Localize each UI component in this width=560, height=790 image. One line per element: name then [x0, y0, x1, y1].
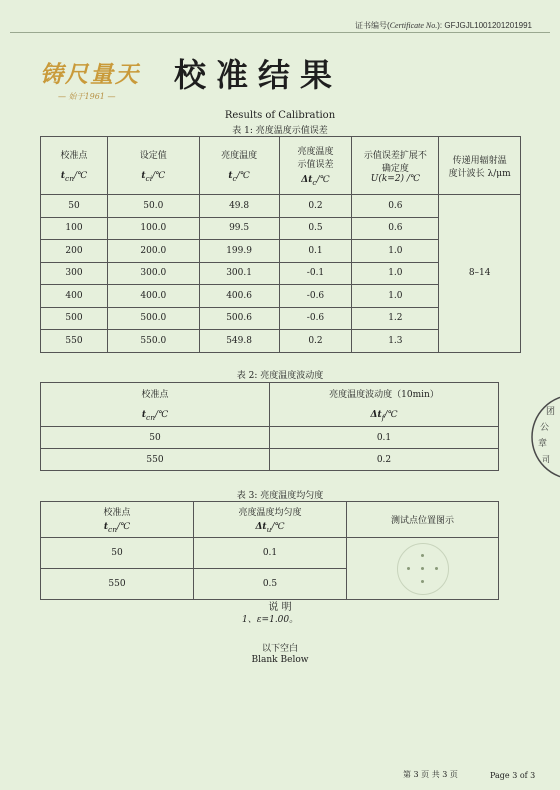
test-point-diagram — [347, 538, 499, 600]
header-divider — [10, 32, 550, 33]
cell-brightness-temp: 49.8 — [199, 195, 279, 218]
cell-error: 0.5 — [279, 217, 352, 240]
cell-brightness-temp: 500.6 — [199, 307, 279, 330]
header-set-value: 设定值 $t_{ci}/℃$ — [107, 137, 199, 195]
table-header-row — [41, 502, 499, 538]
cell-uncertainty: 0.6 — [352, 195, 439, 218]
cell-calibration-point: 300 — [41, 262, 108, 285]
svg-text:团: 团 — [546, 407, 556, 417]
cell-brightness-temp: 199.9 — [199, 240, 279, 263]
header-calibration-point: 校准点 $t_{cn}/℃$ — [41, 502, 194, 538]
note-emissivity: 1、ε=1.00。 — [242, 615, 299, 625]
cell-calibration-point: 50 — [41, 538, 194, 569]
svg-text:司: 司 — [542, 455, 550, 464]
cell-wavelength: 8–14 — [439, 195, 521, 353]
blank-below-en: Blank Below — [251, 655, 309, 665]
header-fluctuation: 亮度温度波动度（10min） $\Delta t_f/℃$ — [270, 383, 499, 427]
test-point-dot — [421, 567, 424, 570]
header-brightness-temperature: 亮度温度 $t_c/℃$ — [199, 137, 279, 195]
fluctuation-table — [40, 382, 499, 471]
cell-set-value: 550.0 — [107, 330, 199, 353]
logo-text: 铸尺量天 — [40, 61, 140, 88]
header-wavelength: 传递用辐射温 度计波长 λ/μm — [439, 137, 521, 195]
cell-set-value: 400.0 — [107, 285, 199, 308]
cell-calibration-point: 200 — [41, 240, 108, 263]
test-point-dot — [435, 567, 438, 570]
logo-subtitle: — 始于1961 — — [58, 92, 116, 101]
cell-error: 0.2 — [279, 195, 352, 218]
cell-uncertainty: 1.2 — [352, 307, 439, 330]
logo — [40, 56, 165, 106]
cell-error: 0.2 — [279, 330, 352, 353]
cell-error: -0.6 — [279, 307, 352, 330]
cell-calibration-point: 50 — [41, 195, 108, 218]
cell-set-value: 50.0 — [107, 195, 199, 218]
cert-label-end: ): — [437, 21, 443, 30]
seal-graphic — [526, 392, 560, 482]
cell-uncertainty: 1.0 — [352, 262, 439, 285]
cell-brightness-temp: 99.5 — [199, 217, 279, 240]
cell-uniformity: 0.1 — [194, 538, 347, 569]
table3-caption: 表 3: 亮度温度均匀度 — [236, 491, 324, 501]
svg-text:章: 章 — [538, 439, 548, 449]
cell-brightness-temp: 549.8 — [199, 330, 279, 353]
cell-calibration-point: 100 — [41, 217, 108, 240]
cell-fluctuation: 0.1 — [270, 427, 499, 449]
cert-label-en: Certificate No. — [389, 21, 438, 30]
cell-uncertainty: 0.6 — [352, 217, 439, 240]
test-point-dot — [421, 554, 424, 557]
results-heading: Results of Calibration — [224, 110, 336, 121]
page-title: 校准结果 — [174, 56, 343, 94]
table-row — [41, 449, 499, 471]
cell-brightness-temp: 400.6 — [199, 285, 279, 308]
cell-fluctuation: 0.2 — [270, 449, 499, 471]
page-number-cn: 第 3 页 共 3 页 — [403, 770, 458, 779]
header-uniformity: 亮度温度均匀度 $\Delta t_u/℃$ — [194, 502, 347, 538]
table-row — [41, 538, 499, 569]
test-point-dot — [407, 567, 410, 570]
cell-error: 0.1 — [279, 240, 352, 263]
cell-calibration-point: 550 — [41, 569, 194, 600]
cell-set-value: 200.0 — [107, 240, 199, 263]
cell-set-value: 500.0 — [107, 307, 199, 330]
certificate-number-line — [355, 20, 532, 31]
table-row — [41, 195, 521, 218]
table-header-row — [41, 137, 521, 195]
cell-set-value: 100.0 — [107, 217, 199, 240]
cell-calibration-point: 550 — [41, 330, 108, 353]
cell-calibration-point: 50 — [41, 427, 270, 449]
cell-error: -0.1 — [279, 262, 352, 285]
uniformity-table — [40, 501, 499, 600]
table-header-row — [41, 383, 499, 427]
test-point-dot — [421, 580, 424, 583]
table-row — [41, 427, 499, 449]
cert-label: 证书编号( — [355, 21, 390, 30]
cell-uncertainty: 1.3 — [352, 330, 439, 353]
header-calibration-point: 校准点 $t_{cn}/℃$ — [41, 137, 108, 195]
table2-caption: 表 2: 亮度温度波动度 — [236, 371, 324, 381]
notes-heading: 说 明 — [268, 602, 292, 613]
page-number-en: Page 3 of 3 — [490, 771, 536, 780]
cell-uniformity: 0.5 — [194, 569, 347, 600]
header-expanded-uncertainty: 示值误差扩展不 确定度 U(k=2) /℃ — [352, 137, 439, 195]
cert-number: GFJGJL1001201201991 — [444, 21, 532, 30]
cell-uncertainty: 1.0 — [352, 240, 439, 263]
cell-brightness-temp: 300.1 — [199, 262, 279, 285]
blank-below-cn: 以下空白 — [261, 644, 298, 654]
calibration-error-table — [40, 136, 521, 353]
svg-text:公: 公 — [540, 423, 550, 433]
cell-error: -0.6 — [279, 285, 352, 308]
cell-uncertainty: 1.0 — [352, 285, 439, 308]
table1-caption: 表 1: 亮度温度示值误差 — [232, 126, 328, 136]
test-point-circle — [397, 543, 449, 595]
cell-calibration-point: 500 — [41, 307, 108, 330]
header-calibration-point: 校准点 $t_{cn}/℃$ — [41, 383, 270, 427]
header-indication-error: 亮度温度 示值误差 $\Delta t_c/℃$ — [279, 137, 352, 195]
cell-calibration-point: 400 — [41, 285, 108, 308]
cell-set-value: 300.0 — [107, 262, 199, 285]
cell-calibration-point: 550 — [41, 449, 270, 471]
official-seal — [526, 392, 560, 482]
header-test-point-diagram: 测试点位置图示 — [347, 502, 499, 538]
